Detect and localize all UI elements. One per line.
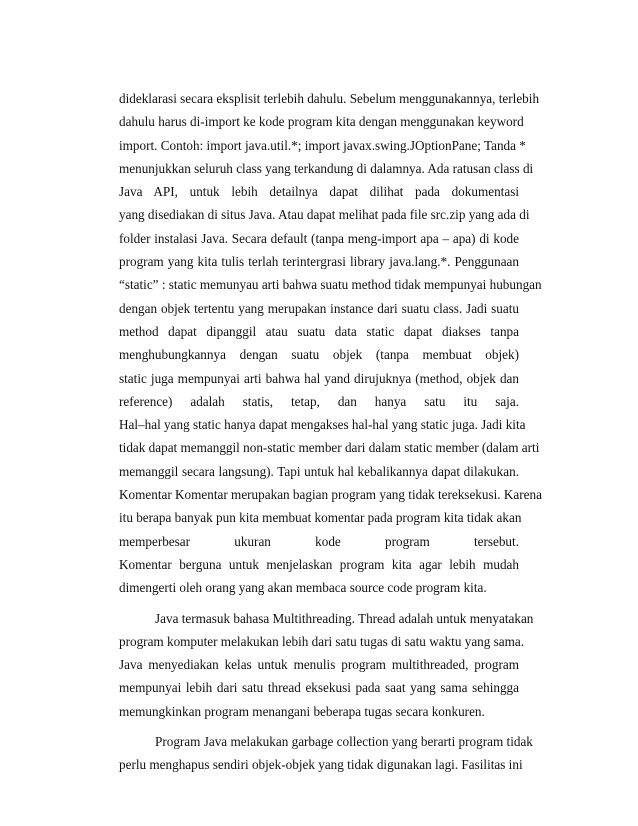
paragraph-java-packages [119,87,542,600]
paragraph-multithreading [119,607,534,723]
text-line: static juga mempunyai arti bahwa hal yand dirujuknya (method, objek dan [119,370,519,386]
text-line: memanggil secara langsung). Tapi untuk hal kebalikannya dapat dilakukan. [119,463,519,479]
text-line: Komentar berguna untuk menjelaskan program kita agar lebih mudah [119,556,519,572]
text-line: Java termasuk bahasa Multithreading. Thread adalah untuk menyatakan [155,610,534,626]
text-line: dimengerti oleh orang yang akan membaca source code program kita. [119,580,487,596]
text-line: yang disediakan di situs Java. Atau dapat melihat pada file src.zip yang ada di [119,207,530,223]
body-text [119,87,542,784]
text-line: tidak dapat memanggil non-static member dari dalam static member (dalam arti [119,440,540,456]
text-line: program yang kita tulis terlah terintergrasi library java.lang.*. Penggunaan [119,254,519,270]
text-line: itu berapa banyak pun kita membuat komentar pada program kita tidak akan [119,510,522,526]
text-line: perlu menghapus sendiri objek-objek yang tidak digunakan lagi. Fasilitas ini [119,757,523,773]
text-line: Komentar Komentar merupakan bagian program yang tidak tereksekusi. Karena [119,487,542,503]
text-line: mempunyai lebih dari satu thread eksekusi pada saat yang sama sehingga [119,680,519,696]
text-line: memperbesar ukuran kode program tersebut. [119,533,519,549]
text-line: Hal–hal yang static hanya dapat mengakses hal-hal yang static juga. Jadi kita [119,417,526,433]
text-line: menunjukkan seluruh class yang terkandung di dalamnya. Ada ratusan class di [119,160,534,176]
text-line: reference) adalah statis, tetap, dan hanya satu itu saja. [119,393,519,409]
text-line: Java menyediakan kelas untuk menulis program multithreaded, program [119,657,519,673]
text-line: Program Java melakukan garbage collection yang berarti program tidak [155,734,533,750]
text-line: program komputer melakukan lebih dari satu tugas di satu waktu yang sama. [119,633,525,649]
text-line: method dapat dipanggil atau suatu data static dapat diakses tanpa [119,323,519,339]
text-line: memungkinkan program menangani beberapa tugas secara konkuren. [119,703,485,719]
text-line: dahulu harus di-import ke kode program kita dengan menggunakan keyword [119,114,524,130]
text-line: Java API, untuk lebih detailnya dapat dilihat pada dokumentasi [119,184,519,200]
text-line: dideklarasi secara eksplisit terlebih dahulu. Sebelum menggunakannya, terlebih [119,91,540,106]
text-line: folder instalasi Java. Secara default (tanpa meng-import apa – apa) di kode [119,230,519,246]
text-line: dengan objek tertentu yang merupakan instance dari suatu class. Jadi suatu [119,300,519,316]
text-line: menghubungkannya dengan suatu objek (tanpa membuat objek) [119,347,519,363]
paragraph-garbage-collection [119,730,533,777]
text-line: “static” : static memunyau arti bahwa suatu method tidak mempunyai hubungan [119,277,542,293]
text-line: import. Contoh: import java.util.*; import javax.swing.JOptionPane; Tanda * [119,137,526,153]
